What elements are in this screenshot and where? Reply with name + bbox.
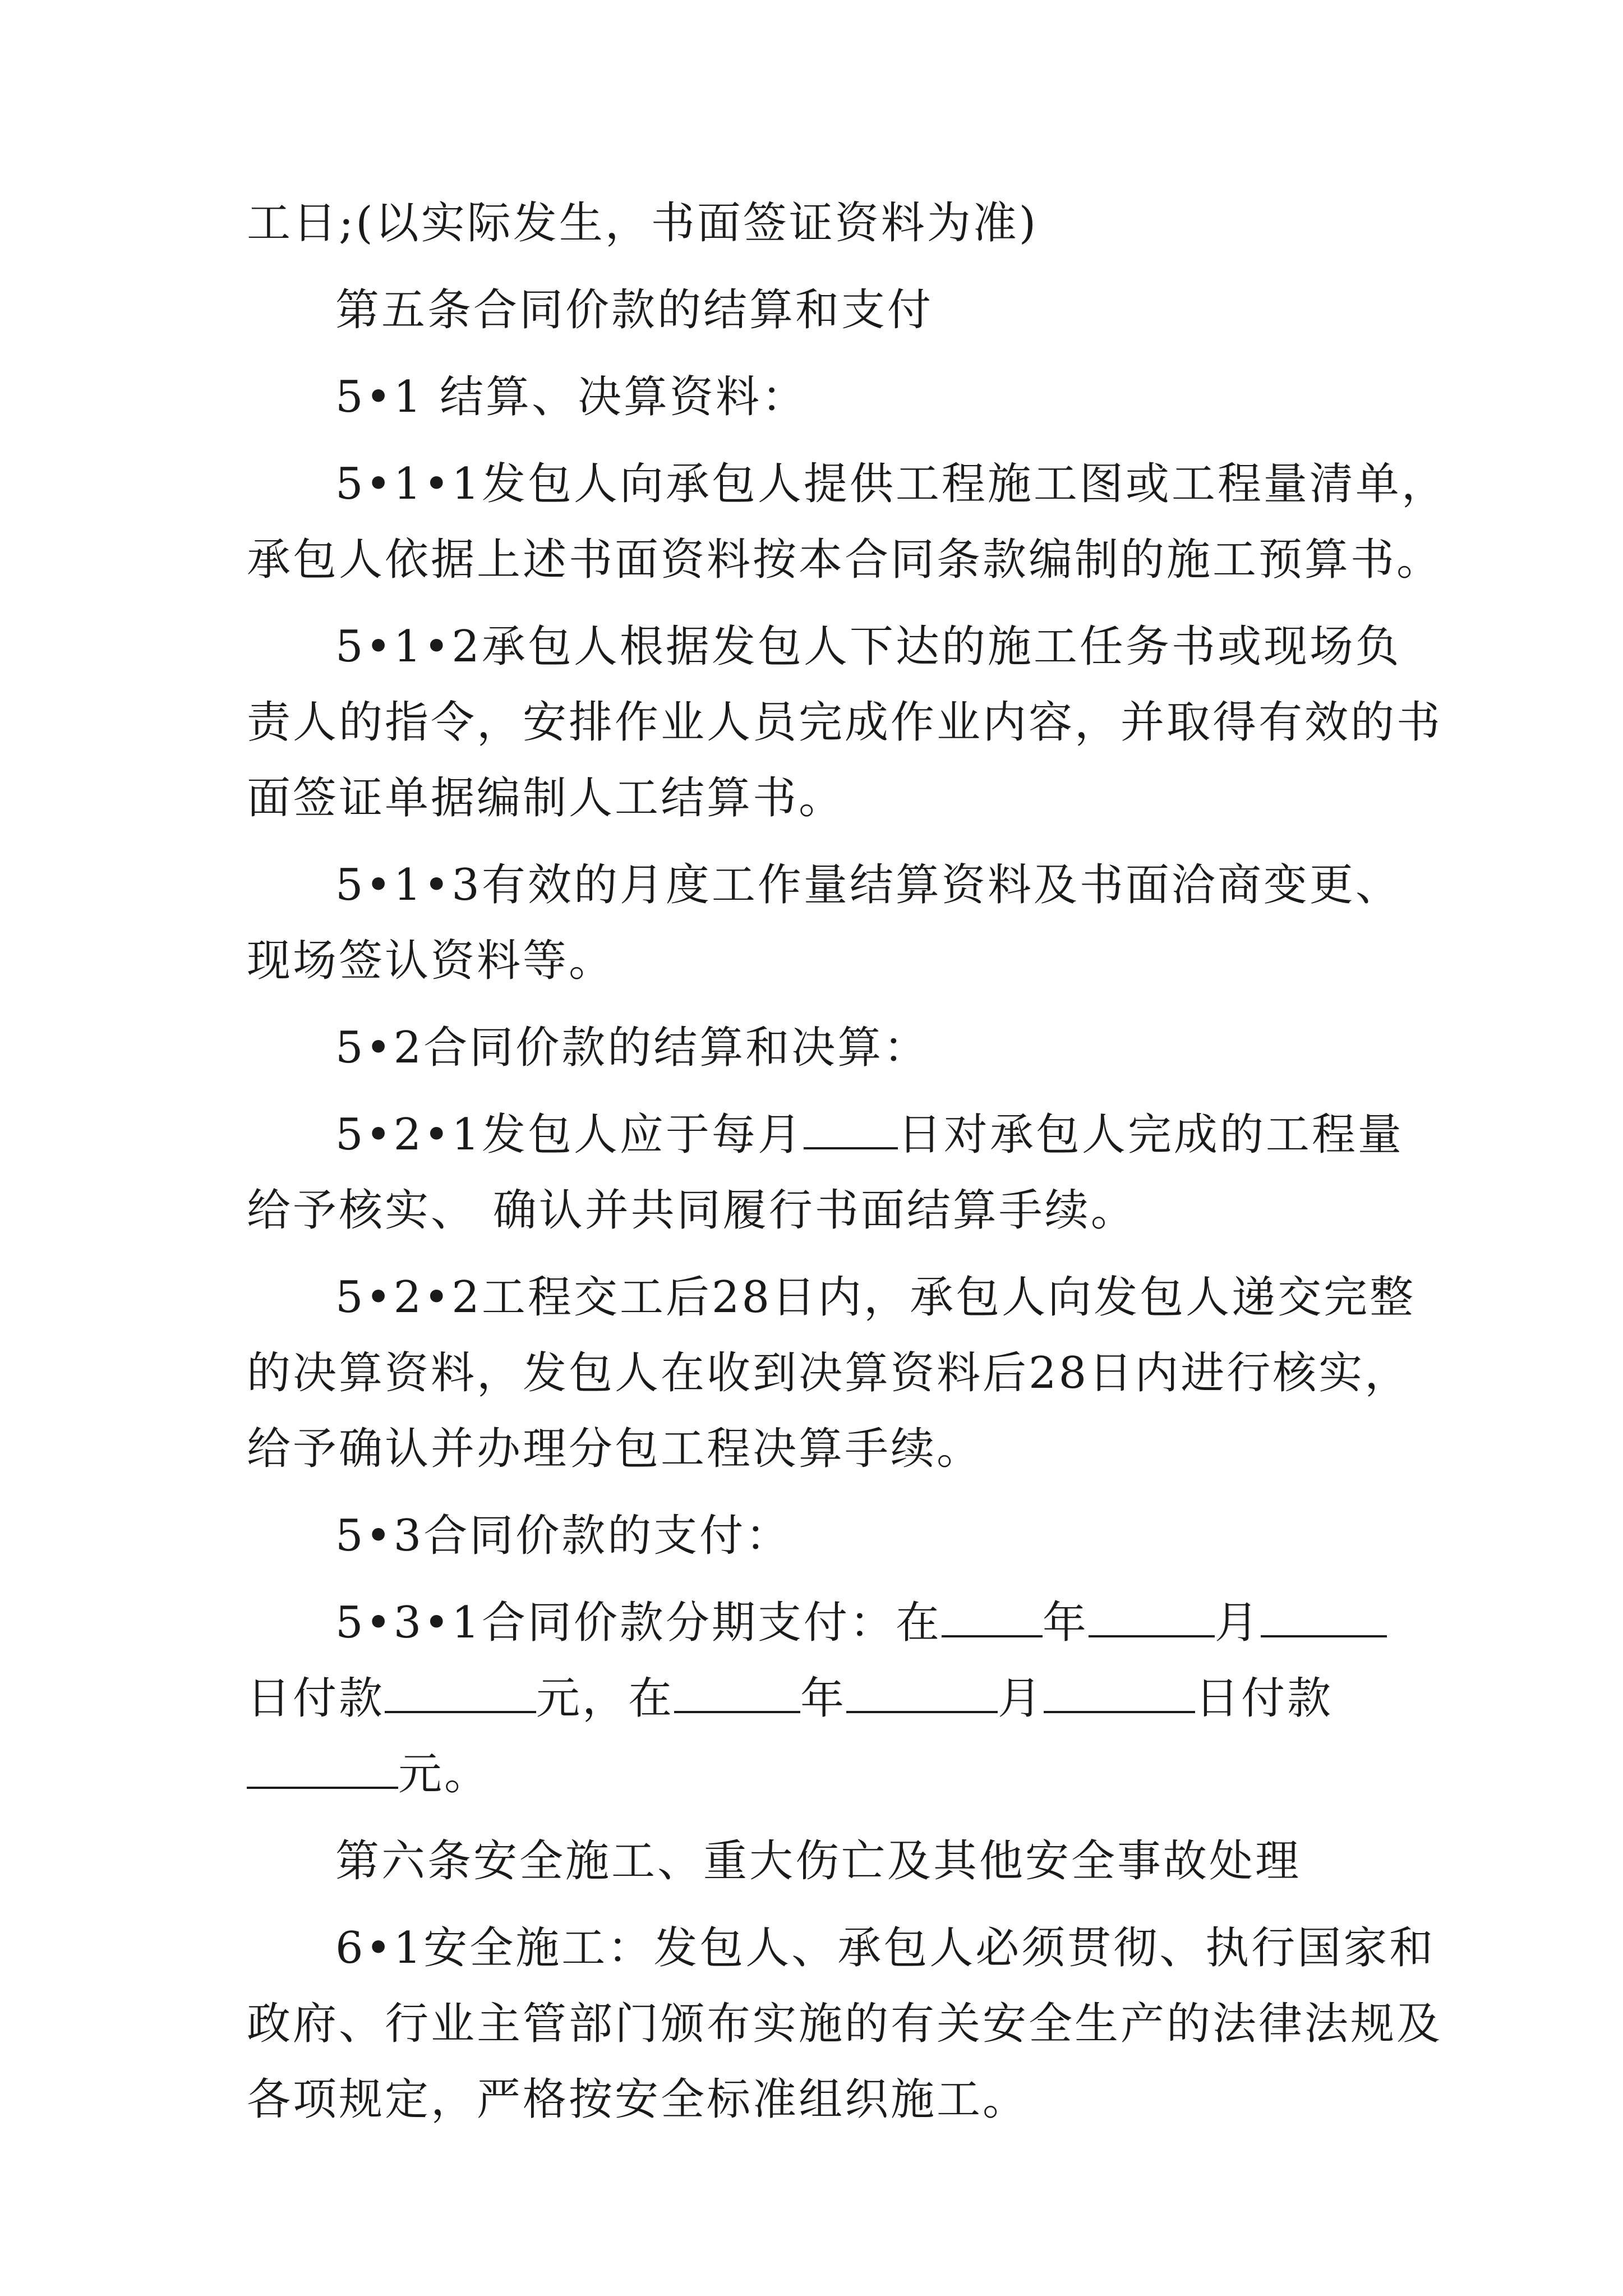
fill-blank-month [1089, 1596, 1215, 1637]
fill-blank-amount [385, 1672, 536, 1713]
text-line: 面签证单据编制人工结算书。 [247, 773, 845, 823]
text-line: 承包人依据上述书面资料按本合同条款编制的施工预算书。 [247, 535, 1443, 585]
clause-text: 日付款 [1195, 1673, 1334, 1724]
article-6-heading: 第六条安全施工、重大伤亡及其他安全事故处理 [335, 1836, 1302, 1887]
clause-text: 日付款 [247, 1673, 385, 1724]
clause-5-3-heading: 5•3合同价款的支付： [335, 1511, 792, 1561]
clause-5-1-2: 5•1•2承包人根据发包人下达的施工任务书或现场负 [335, 622, 1401, 672]
clause-5-1-1: 5•1•1发包人向承包人提供工程施工图或工程量清单， [335, 459, 1447, 509]
text-line: 工日;(以实际发生，书面签证资料为准) [247, 198, 1039, 249]
clause-5-3-1-cont [247, 1672, 1333, 1726]
clause-5-2-1 [335, 1108, 1404, 1162]
clause-5-2-heading: 5•2合同价款的结算和决算： [335, 1023, 930, 1073]
fill-blank-year [942, 1596, 1043, 1637]
text-line: 给予核实、 确认并共同履行书面结算手续。 [247, 1185, 1137, 1236]
fill-blank-day [804, 1108, 898, 1149]
clause-text: 月 [1214, 1598, 1261, 1648]
fill-blank-day [1044, 1672, 1195, 1713]
text-line: 各项规定，严格按安全标准组织施工。 [247, 2074, 1029, 2125]
clause-text: 年 [800, 1673, 847, 1724]
clause-5-3-1 [335, 1596, 1387, 1650]
clause-5-1-3: 5•1•3有效的月度工作量结算资料及书面洽商变更、 [335, 860, 1401, 910]
clause-text: 年 [1042, 1598, 1089, 1648]
text-line: 给予确认并办理分包工程决算手续。 [247, 1424, 983, 1474]
clause-5-1-heading: 5•1 结算、决算资料： [335, 372, 808, 422]
clause-6-1: 6•1安全施工：发包人、承包人必须贯彻、执行国家和 [335, 1923, 1436, 1973]
text-line: 责人的指令，安排作业人员完成作业内容，并取得有效的书 [247, 697, 1443, 748]
clause-text: 5•2•1发包人应于每月 [335, 1110, 804, 1160]
text-line: 政府、行业主管部门颁布实施的有关安全生产的法律法规及 [247, 1999, 1443, 2049]
text-line: 现场签认资料等。 [247, 936, 615, 986]
fill-blank-amount [247, 1747, 398, 1789]
clause-5-3-1-end [247, 1747, 490, 1801]
clause-text: 5•3•1合同价款分期支付：在 [335, 1598, 942, 1648]
fill-blank-month [846, 1672, 998, 1713]
clause-5-2-2: 5•2•2工程交工后28日内，承包人向发包人递交完整 [335, 1272, 1416, 1323]
fill-blank-year [674, 1672, 800, 1713]
clause-text: 元。 [398, 1749, 491, 1800]
clause-text: 日对承包人完成的工程量 [897, 1110, 1404, 1160]
article-5-heading: 第五条合同价款的结算和支付 [335, 285, 934, 335]
text-line: 的决算资料，发包人在收到决算资料后28日内进行核实， [247, 1348, 1411, 1398]
clause-text: 月 [998, 1673, 1044, 1724]
fill-blank-day [1261, 1596, 1387, 1637]
clause-text: 元，在 [536, 1673, 675, 1724]
